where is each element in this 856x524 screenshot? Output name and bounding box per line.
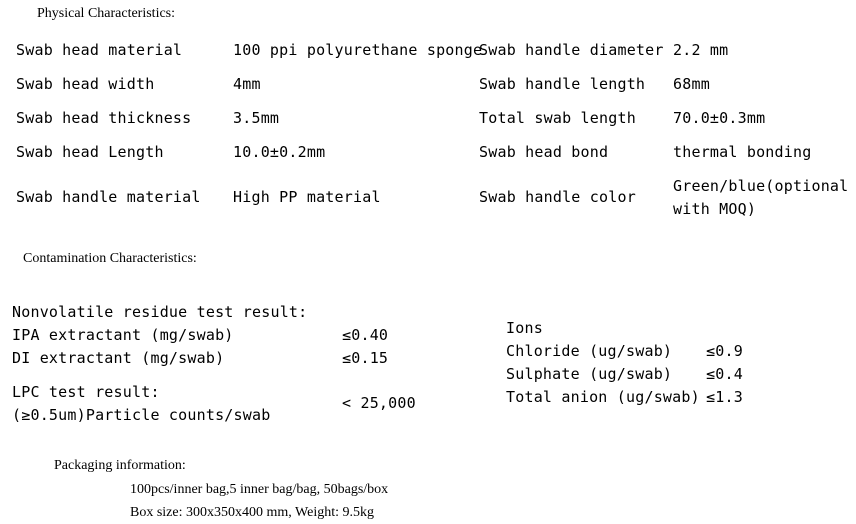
anion-value: ≤1.3	[706, 388, 743, 406]
row-value: Green/blue(optional	[673, 177, 849, 195]
row-label: Swab handle length	[479, 75, 646, 93]
row-value: 100 ppi polyurethane sponge	[233, 41, 483, 59]
packaging-line-2: Box size: 300x350x400 mm, Weight: 9.5kg	[130, 505, 374, 520]
ions-title: Ions	[506, 319, 543, 337]
row-value: thermal bonding	[673, 143, 812, 161]
row-label: Swab head thickness	[16, 109, 192, 127]
row-value: 10.0±0.2mm	[233, 143, 326, 161]
row-value: High PP material	[233, 188, 381, 206]
lpc-value: < 25,000	[342, 394, 416, 412]
row-label: Swab head width	[16, 75, 155, 93]
row-value: 70.0±0.3mm	[673, 109, 766, 127]
sulphate-value: ≤0.4	[706, 365, 743, 383]
sulphate-label: Sulphate (ug/swab)	[506, 365, 673, 383]
row-label: Swab handle material	[16, 188, 201, 206]
row-value: 4mm	[233, 75, 261, 93]
row-value: 68mm	[673, 75, 710, 93]
lpc-label: (≥0.5um)Particle counts/swab	[12, 406, 271, 424]
contamination-heading: Contamination Characteristics:	[23, 251, 197, 266]
chloride-value: ≤0.9	[706, 342, 743, 360]
lpc-title: LPC test result:	[12, 383, 160, 401]
chloride-label: Chloride (ug/swab)	[506, 342, 673, 360]
anion-label: Total anion (ug/swab)	[506, 388, 700, 406]
row-value: 2.2 mm	[673, 41, 729, 59]
di-label: DI extractant (mg/swab)	[12, 349, 225, 367]
row-label: Swab head bond	[479, 143, 609, 161]
ipa-label: IPA extractant (mg/swab)	[12, 326, 234, 344]
row-value: 3.5mm	[233, 109, 280, 127]
physical-heading: Physical Characteristics:	[37, 6, 176, 21]
ipa-value: ≤0.40	[342, 326, 389, 344]
packaging-heading: Packaging information:	[54, 458, 186, 473]
row-label: Swab handle diameter	[479, 41, 664, 59]
row-label: Swab head material	[16, 41, 183, 59]
row-value: with MOQ)	[673, 200, 757, 218]
row-label: Swab head Length	[16, 143, 164, 161]
row-label: Swab handle color	[479, 188, 636, 206]
di-value: ≤0.15	[342, 349, 389, 367]
packaging-line-1: 100pcs/inner bag,5 inner bag/bag, 50bags/box	[130, 482, 389, 497]
row-label: Total swab length	[479, 109, 636, 127]
nvr-title: Nonvolatile residue test result:	[12, 303, 308, 321]
